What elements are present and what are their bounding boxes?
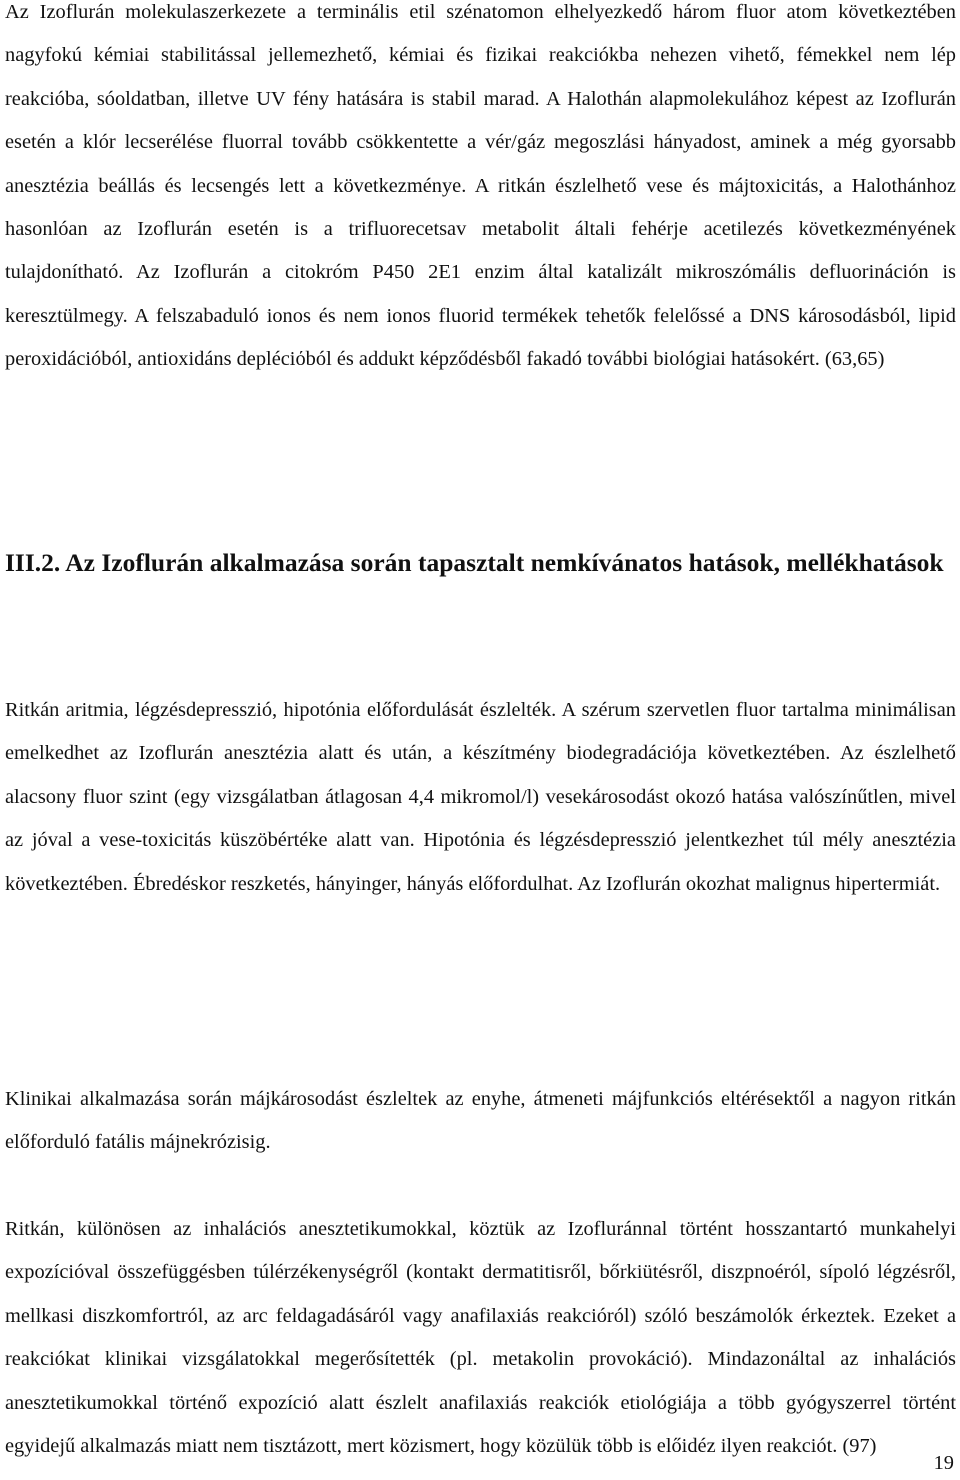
page-number: 19 [933, 1452, 954, 1474]
paragraph-side-effects: Ritkán aritmia, légzésdepresszió, hipotónia előfordulását észlelték. A szérum szervetlen fluor tartalma minimálisan emelkedhet az Izoflurán anesztézia alatt és után, a készítmény biodegradációja következtében. Az észlelhető alacsony fluor szint (egy vizsgálatban átlagosan 4,4 mikromol/l) vesekárosodást okozó hatása valószínűtlen, mivel az jóval a vese-toxicitás küszöbértéke alatt van. Hipotónia és légzésdepresszió jelentkezhet túl mély anesztézia következtében. Ébredéskor reszketés, hányinger, hányás előfordulhat. Az Izoflurán okozhat malignus hipertermiát. [5, 699, 956, 895]
paragraph-liver-damage: Klinikai alkalmazása során májkárosodást észleltek az enyhe, átmeneti májfunkciós eltérésektől a nagyon ritkán előforduló fatális májnekrózisig. [5, 1088, 956, 1154]
paragraph-hypersensitivity: Ritkán, különösen az inhalációs anesztetikumokkal, köztük az Izofluránnal történt hosszantartó munkahelyi expozícióval összefüggésben túlérzékenységről (kontakt dermatitisről, bőrkiütésről, diszpnoéról, sípoló légzésről, mellkasi diszkomfortról, az arc feldagadásáról vagy anafilaxiás reakcióról) szóló beszámolók érkeztek. Ezeket a reakciókat klinikai vizsgálatokkal megerősítették (pl. metakolin provokáció). Mindazonáltal az inhalációs anesztetikumokkal történő expozíció alatt észlelt anafilaxiás reakciók etiológiája a több gyógyszerrel történt egyidejű alkalmazás miatt nem tisztázott, mert közismert, hogy közülük több is előidéz ilyen reakciót. (97) [5, 1218, 956, 1458]
section-heading: III.2. Az Izoflurán alkalmazása során tapasztalt nemkívánatos hatások, mellékhatások [5, 548, 944, 577]
paragraph-chemical-stability: Az Izoflurán molekulaszerkezete a terminális etil szénatomon elhelyezkedő három fluor atom következtében nagyfokú kémiai stabilitással jellemezhető, kémiai és fizikai reakciókba nehezen vihető, fémekkel nem lép reakcióba, sóoldatban, illetve UV fény hatására is stabil marad. A Halothán alapmolekulához képest az Izoflurán esetén a klór lecserélése fluorral tovább csökkentette a vér/gáz megoszlási hányadost, aminek a még gyorsabb anesztézia beállás és lecsengés lett a következménye. A ritkán észlelhető vese és májtoxicitás, a Halothánhoz hasonlóan az Izoflurán esetén is a trifluorecetsav metabolit általi fehérje acetilezés következményének tulajdonítható. Az Izoflurán a citokróm P450 2E1 enzim által katalizált mikroszómális defluorináción is keresztülmegy. A felszabaduló ionos és nem ionos fluorid termékek tehetők felelőssé a DNS károsodásból, lipid peroxidációból, antioxidáns depléciόból és addukt képződésből fakadó további biológiai hatásokért. (63,65) [5, 1, 956, 371]
